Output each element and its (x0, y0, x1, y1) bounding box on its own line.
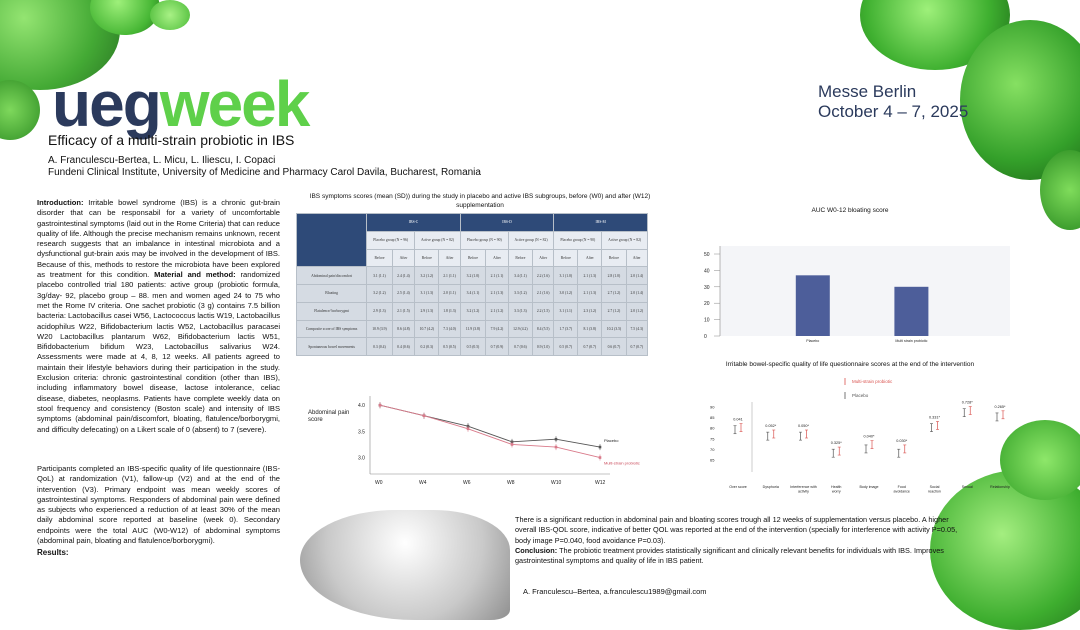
table-cell: 3.3 (1.3) (508, 302, 532, 320)
table-cell: 2.9 (1.3) (367, 302, 393, 320)
table-cell: 10.9 (3.9) (367, 320, 393, 338)
table-column-header: Before (367, 249, 393, 267)
table-row-label: Bloating (297, 285, 367, 303)
line-chart-xtick: W6 (463, 480, 471, 486)
table-cell: 2.2 (1.5) (532, 302, 553, 320)
qol-ytick: 70 (710, 446, 715, 452)
qol-p-value: 0.041 (733, 417, 743, 422)
line-point (599, 456, 602, 459)
table-row (297, 285, 648, 303)
venue-dates: October 4 – 7, 2025 (818, 102, 969, 121)
qol-category-label: Sexual (961, 485, 973, 489)
table-cell: 7.3 (4.0) (439, 320, 460, 338)
table-cell: 0.7 (0.7) (626, 338, 647, 356)
qol-p-value: 0.050* (798, 424, 809, 428)
table-cell: 3.2 (1.2) (415, 267, 439, 285)
table-row (297, 320, 648, 338)
table-cell: 2.7 (1.2) (602, 285, 626, 303)
table-column-header: After (392, 249, 414, 267)
table-column-header: After (486, 249, 509, 267)
bar-chart-ytick: 10 (704, 317, 710, 324)
table-column-header: After (439, 249, 460, 267)
line-point (555, 446, 558, 449)
table-cell: 2.0 (1.4) (626, 285, 647, 303)
line-point (555, 438, 558, 441)
table-cell: 7.5 (4.3) (626, 320, 647, 338)
table-row (297, 338, 648, 356)
table-column-header: Before (602, 249, 626, 267)
table-row-label: Spontaneous bowel movements (297, 338, 367, 356)
table-subtype-header: IBS-D (460, 214, 554, 232)
line-legend-label: Placebo (604, 438, 619, 444)
table-cell: 0.7 (0.6) (508, 338, 532, 356)
table-cell: 8.6 (4.8) (392, 320, 414, 338)
table-cell: 3.1 (1.0) (554, 267, 578, 285)
table-cell: 2.1 (1.3) (578, 267, 602, 285)
bar-chart-ytick: 50 (704, 252, 710, 258)
table-cell: 1.8 (1.3) (439, 302, 460, 320)
venue-info (818, 82, 1018, 122)
qol-category-label: Over score (729, 485, 747, 489)
table-column-header: After (626, 249, 647, 267)
table-cell: 0.5 (0.7) (554, 338, 578, 356)
table-column-header: After (578, 249, 602, 267)
table-cell: 0.7 (0.7) (578, 338, 602, 356)
table-cell: 3.2 (1.0) (460, 267, 485, 285)
table-cell: 0.5 (0.5) (439, 338, 460, 356)
table-cell: 2.0 (1.2) (626, 302, 647, 320)
symptom-score-table (296, 213, 648, 356)
conclusion-text: The probiotic treatment provides statistically significant and clinically relevant benefits for individuals with IBS. Improves gastrointestinal symptoms and quality of life in IBS patient. (515, 545, 944, 566)
table-cell: 3.2 (1.2) (367, 285, 393, 303)
table-column-header: Before (415, 249, 439, 267)
table-subtype-header: IBS-C (367, 214, 461, 232)
table-cell: 2.3 (1.2) (578, 302, 602, 320)
ueg-week-logo (52, 68, 309, 140)
abdominal-pain-line-chart (300, 386, 640, 496)
table-cell: 7.9 (4.2) (486, 320, 509, 338)
qol-ytick: 65 (710, 457, 715, 463)
qol-legend-label: Placebo (852, 393, 869, 398)
endpoints-paragraph: Participants completed an IBS-specific quality of life questionnaire (IBS-QoL) at randomization (V1), fallow-up (V2) and at the end of the intervention (V3). Primary endpoint was mean weekly scores of gastrointestinal symptoms. Responders of abdominal pain were defined as subjects who experienced a reduction of at least 30% of the mean daily abdominal score reported at baseline (week 0). Secondary endpoints were the total AUC (W0-W12) of abdominal symptoms (abdominal pain, bloating and flatulence/borborygmi). (37, 464, 280, 546)
table-cell: 3.2 (1.2) (460, 302, 485, 320)
line-chart-ytick: 3.5 (358, 429, 365, 436)
table-cell: 0.9 (1.0) (532, 338, 553, 356)
line-point (599, 446, 602, 449)
table-cell: 2.1 (1.2) (486, 302, 509, 320)
bar-category-label: Placebo (806, 339, 820, 343)
line-point (511, 443, 514, 446)
table-cell: 10.7 (4.2) (415, 320, 439, 338)
ibs-qol-chart (700, 374, 1020, 504)
line-point (379, 404, 382, 407)
table-cell: 0.6 (0.7) (602, 338, 626, 356)
table-cell: 12.9 (4.2) (508, 320, 532, 338)
table-cell: 3.1 (1.1) (367, 267, 393, 285)
table-cell: 2.2 (1.6) (532, 267, 553, 285)
table-row (297, 267, 648, 285)
table-row (297, 302, 648, 320)
table-cell: 0.3 (0.4) (367, 338, 393, 356)
line-point (467, 427, 470, 430)
table-subtype-header: IBS-M (554, 214, 648, 232)
results-summary-text: There is a significant reduction in abdominal pain and bloating scores trough all 12 weeks of supplementation versus placebo. A higher overall IBS-QOL score, indicative of better QOL was reported at the end of the intervention (specially for interference with activity P=0.05, body image P=0.040, food avoidance P=0.03). (515, 515, 958, 545)
qol-category-label: Food avoidance (893, 485, 910, 494)
line-chart-xtick: W8 (507, 480, 515, 486)
authors: A. Franculescu-Bertea, L. Micu, L. Iliescu, I. Copaci (48, 155, 276, 166)
qol-p-value: 0.265* (994, 404, 1006, 409)
qol-p-value: 0.030* (896, 438, 908, 443)
table-group-header: Active group (N = 82) (508, 231, 554, 249)
table-group-header: Placebo group (N = 90) (460, 231, 508, 249)
qol-ytick: 75 (710, 436, 715, 442)
qol-category-label: Health worry (831, 485, 842, 494)
logo-ueg: ueg (52, 68, 160, 140)
qol-category-label: Dysphoria (762, 485, 779, 489)
table-cell: 2.4 (1.4) (392, 267, 414, 285)
line-point (423, 414, 426, 417)
bar-chart-ytick: 40 (704, 268, 710, 275)
qol-ytick: 90 (710, 404, 715, 410)
affiliation: Fundeni Clinical Institute, University of Medicine and Pharmacy Carol Davila, Bucharest, Romania (48, 167, 481, 178)
bar (796, 275, 830, 336)
bar-chart-plot-area (720, 246, 1010, 336)
table-cell: 8.1 (3.8) (578, 320, 602, 338)
table-group-header: Placebo group (N = 90) (554, 231, 602, 249)
qol-chart-title: Irritable bowel-specific quality of life questionnaire scores at the end of the intervention (725, 361, 975, 368)
table-title: IBS symptoms scores (mean (SD)) during the study in placebo and active IBS subgroups, before (W0) and after (W12) supplementation (309, 193, 651, 209)
qol-category-label: Social reaction (928, 485, 941, 494)
table-cell: 2.5 (1.4) (392, 285, 414, 303)
table-cell: 3.0 (1.2) (554, 285, 578, 303)
contact-info: A. Franculescu–Bertea, a.franculescu1989@gmail.com (523, 587, 707, 596)
table-cell: 3.3 (1.2) (508, 285, 532, 303)
table-group-header: Placebo group (N = 96) (367, 231, 415, 249)
table-cell: 3.4 (1.1) (460, 285, 485, 303)
qol-category-label: Relationship (990, 485, 1010, 489)
table-header-row (297, 214, 648, 232)
results-summary (515, 515, 970, 566)
qol-p-value: 0.331* (929, 415, 940, 420)
table-cell: 2.0 (1.1) (439, 285, 460, 303)
table-column-header: Before (460, 249, 485, 267)
qol-category-label: Interference with activity (790, 485, 817, 494)
table-cell: 0.4 (0.6) (392, 338, 414, 356)
line-legend-label: Multi-strain probiotic (604, 460, 640, 466)
line-chart-ytick: 3.0 (358, 455, 365, 462)
table-column-header: Before (508, 249, 532, 267)
line-chart-ylabel: Abdominal pain score (308, 410, 350, 423)
table-cell: 0.2 (0.3) (415, 338, 439, 356)
qol-p-value: 0.325* (830, 441, 842, 446)
table-cell: 2.1 (1.1) (439, 267, 460, 285)
results-heading: Results: (37, 548, 69, 557)
methods-heading: Material and method: (154, 270, 236, 280)
table-cell: 2.1 (1.1) (486, 267, 509, 285)
line-chart-ytick: 4.0 (358, 403, 365, 410)
table-cell: 2.7 (1.2) (602, 302, 626, 320)
table-cell: 3.4 (1.1) (508, 267, 532, 285)
table-row-label: Flatulence/ borborygmi (297, 302, 367, 320)
poster-title: Efficacy of a multi-strain probiotic in IBS (48, 132, 295, 148)
bar-category-label: Multi strain probiotic (895, 339, 928, 343)
qol-category-label: Body image (859, 485, 879, 489)
table-cell: 2.1 (1.6) (532, 285, 553, 303)
table-cell: 11.9 (3.8) (460, 320, 485, 338)
introduction-methods-text (37, 198, 280, 435)
qol-legend-label: Multi-strain probiotic (852, 379, 893, 384)
logo-week: week (159, 68, 309, 140)
table-cell: 10.2 (3.5) (602, 320, 626, 338)
table-cell: 8.4 (5.5) (532, 320, 553, 338)
table-column-header: After (532, 249, 553, 267)
line-series-1 (380, 405, 600, 457)
introduction-body: Irritable bowel syndrome (IBS) is a chronic gut-brain disorder that can be responsabil for a variety of uncomfortable gastrointestinal symptoms (laid out in the Rome Criteria) that can reduce quality of life. Although the precise mechanism remains unknown, recent research suggests that an imbalance in intestinal microbiota and a dysfunctional gut-brain axis may be involved in the development of IBS. Because of this, methods to restore the microbiota have been explored as treatment for this condition. (37, 198, 280, 280)
methods-body: randomized placebo controlled trial 180 patients: active group (probiotic formula, 3g/day- 92, placebo group – 88. men and women aged 24 to 75 who met the Rome IV criteria. One sachet probiotic (3 g) contains 7.5 billion bacteria: Lactobacillus casei W56, Lactococcus lactis W19, Lactobacillus acidophilus W22, Bifidobacterium lactis W52, Lactobacillus paracasei W20 Lactobacillus plantarum W62, Bifidobacterium lactis W51, Bifidobacterium bifidum W23, Lactobacillus salivarius W24. Assessments were made at 4, 8, 12 weeks. All patients agreed to maintain their lifestyle behaviors during their participation in the study. Exclusion criteria: chronic gastrointestinal condition (other than IBS), including inflammatory bowel disease, lactose intolerance, celiac disease, diabetes, neoplasms. Patients have complete weekly data on stool frequency and consistency (Boston scale) and intensity of IBS symptoms (abdominal pain/discomfort, bloating, flatulence/borborygmi, and difficulty defecating) on a Likert scale of 0 (absent) to 7 (severe). (37, 270, 280, 434)
table-row-label: Composite score of IBS symptoms (297, 320, 367, 338)
table-cell: 2.1 (1.5) (392, 302, 414, 320)
venue-location: Messe Berlin (818, 82, 917, 101)
table-cell: 2.1 (1.3) (486, 285, 509, 303)
line-chart-xtick: W10 (551, 480, 562, 486)
table-corner-cell (297, 214, 367, 267)
table-cell: 1.7 (3.7) (554, 320, 578, 338)
table-cell: 0.5 (0.5) (460, 338, 485, 356)
line-chart-xtick: W4 (419, 480, 427, 486)
introduction-heading: Introduction: (37, 198, 84, 207)
table-column-header: Before (554, 249, 578, 267)
bar (894, 287, 928, 336)
qol-p-value: 0.040* (863, 434, 875, 439)
qol-ytick: 85 (710, 414, 715, 420)
table-cell: 2.0 (1.4) (626, 267, 647, 285)
table-cell: 3.1 (1.3) (415, 285, 439, 303)
table-group-header: Active group (N = 82) (415, 231, 461, 249)
table-cell: 2.8 (1.0) (602, 267, 626, 285)
table-cell: 2.9 (1.3) (415, 302, 439, 320)
table-group-header: Active group (N = 82) (602, 231, 648, 249)
bar-chart-ytick: 30 (704, 284, 710, 291)
qol-p-value: 0.052* (765, 424, 777, 428)
bar-chart-ytick: 20 (704, 301, 710, 308)
table-cell: 0.7 (0.9) (486, 338, 509, 356)
bar-chart-title: AUC W0-12 bloating score (811, 207, 889, 214)
line-chart-xtick: W0 (375, 480, 383, 486)
line-chart-xtick: W12 (595, 480, 606, 486)
conclusion-heading: Conclusion: (515, 545, 558, 555)
table-row-label: Abdominal pain/discomfort (297, 267, 367, 285)
table-cell: 3.1 (1.1) (554, 302, 578, 320)
bar-chart-ytick: 0 (704, 334, 707, 340)
qol-ytick: 80 (710, 425, 715, 431)
table-cell: 2.1 (1.3) (578, 285, 602, 303)
line-series-0 (380, 405, 600, 447)
qol-p-value: 0.728* (961, 400, 973, 405)
auc-bloating-bar-chart (690, 244, 1020, 344)
